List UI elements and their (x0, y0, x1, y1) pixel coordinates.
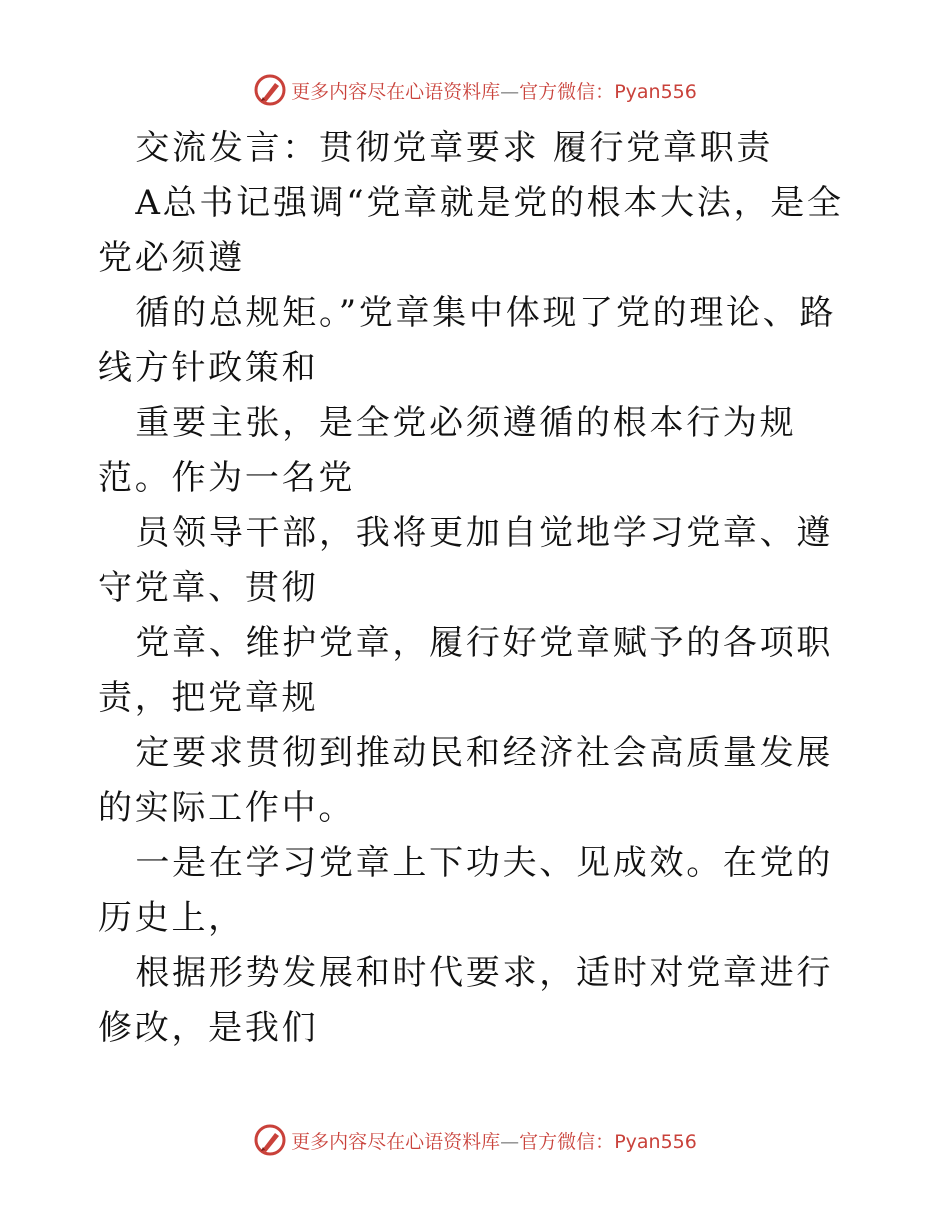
header-watermark (0, 70, 950, 110)
paragraph-6: 定要求贯彻到推动民和经济社会高质量发展的实际工作中。 (98, 733, 834, 828)
pen-circle-logo-icon (253, 1123, 287, 1157)
document-body (98, 121, 858, 1056)
document-title: 交流发言：贯彻党章要求 履行党章职责 (135, 128, 774, 168)
footer-watermark (0, 1120, 950, 1160)
paragraph-1: A总书记强调“党章就是党的根本大法，是全党必须遵 (98, 183, 844, 278)
paragraph-8: 根据形势发展和时代要求，适时对党章进行修改，是我们 (98, 953, 834, 1048)
paragraph-4: 员领导干部，我将更加自觉地学习党章、遵守党章、贯彻 (98, 513, 834, 608)
paragraph-5: 党章、维护党章，履行好党章赋予的各项职责，把党章规 (98, 623, 834, 718)
watermark-text: 更多内容尽在心语资料库—官方微信：Pyan556 (291, 80, 697, 103)
pen-circle-logo-icon (253, 73, 287, 107)
paragraph-2: 循的总规矩。”党章集中体现了党的理论、路线方针政策和 (98, 293, 837, 388)
watermark-text: 更多内容尽在心语资料库—官方微信：Pyan556 (291, 1130, 697, 1153)
paragraph-3: 重要主张，是全党必须遵循的根本行为规范。作为一名党 (98, 403, 797, 498)
paragraph-7: 一是在学习党章上下功夫、见成效。在党的历史上， (98, 843, 834, 938)
